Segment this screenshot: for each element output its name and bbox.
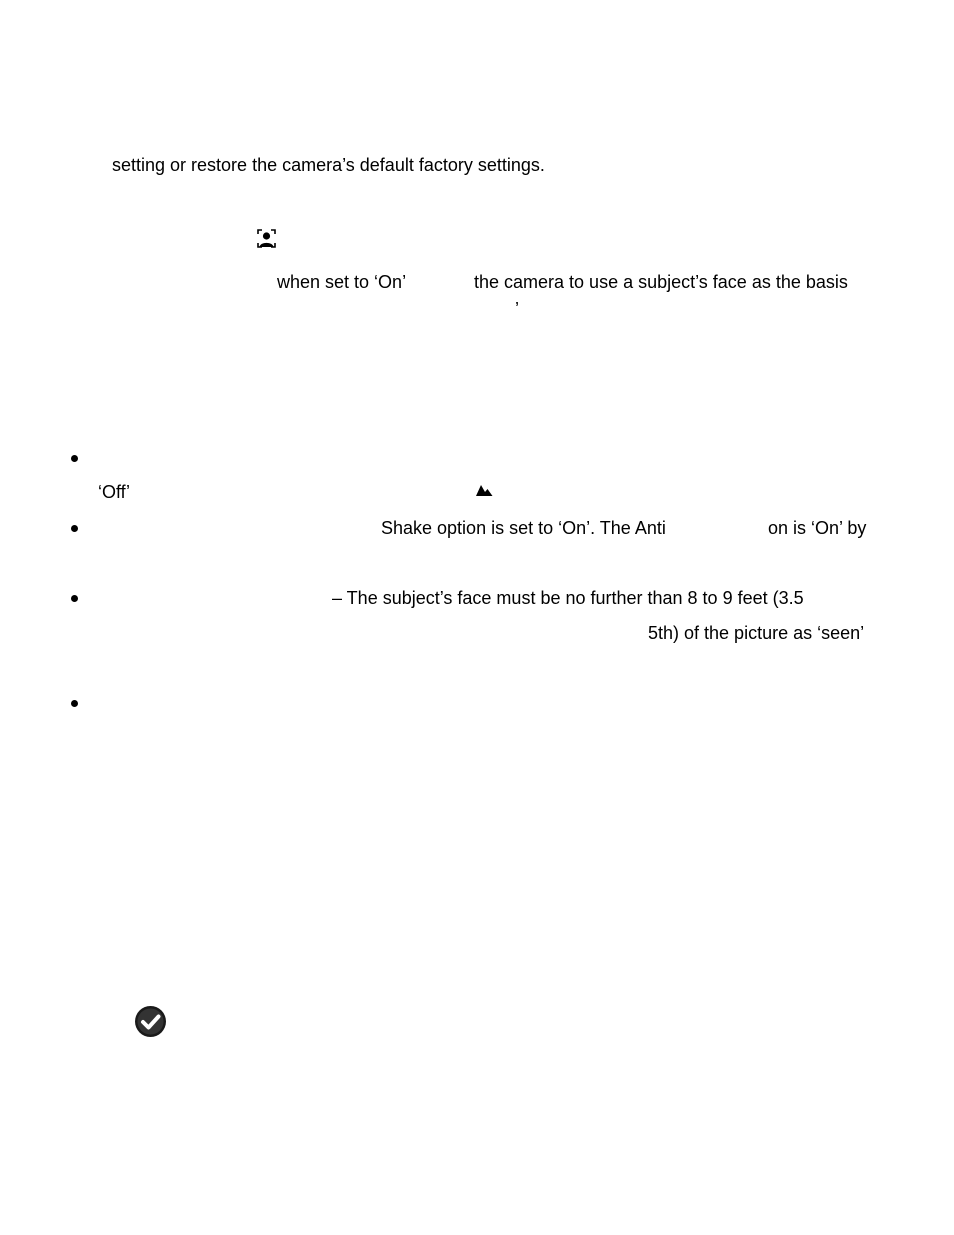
- bullet-3: [71, 595, 78, 602]
- text-face-basis: the camera to use a subject’s face as the basis: [474, 272, 848, 292]
- text-picture-seen: 5th) of the picture as ‘seen’: [648, 623, 865, 643]
- text-line-restore-settings: setting or restore the camera’s default factory settings.: [112, 155, 545, 175]
- text-off: ‘Off’: [98, 482, 131, 502]
- face-detection-icon: [257, 229, 276, 248]
- bullet-2: [71, 525, 78, 532]
- landscape-mode-icon: [476, 484, 493, 497]
- text-on-by: on is ‘On’ by: [768, 518, 867, 538]
- text-face-distance: – The subject’s face must be no further than 8 to 9 feet (3.5: [332, 588, 804, 608]
- bullet-4: [71, 700, 78, 707]
- checkmark-icon: [134, 1005, 167, 1038]
- text-shake-option: Shake option is set to ‘On’. The Anti: [381, 518, 666, 538]
- text-apostrophe: ’: [515, 299, 519, 319]
- bullet-1: [71, 455, 78, 462]
- text-when-set-on: when set to ‘On’: [277, 272, 407, 292]
